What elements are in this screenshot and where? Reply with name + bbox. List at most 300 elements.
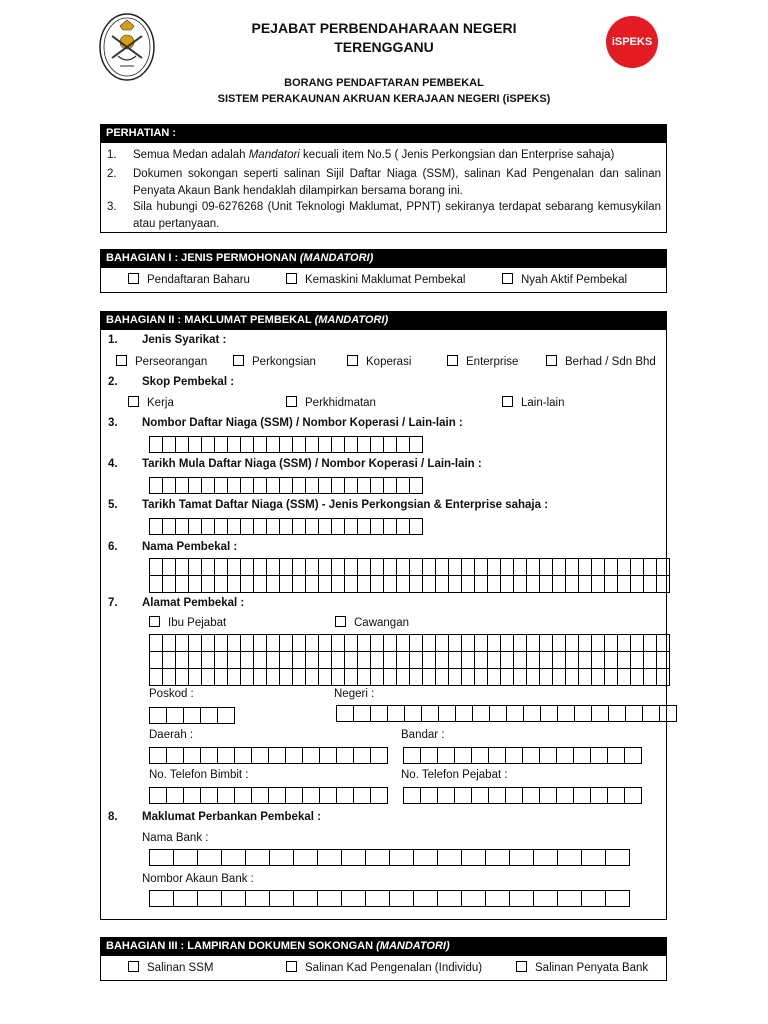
input-cell[interactable] (227, 436, 241, 453)
input-cell[interactable] (578, 668, 592, 686)
input-cell[interactable] (353, 787, 371, 804)
input-cell[interactable] (357, 651, 371, 669)
input-cell[interactable] (344, 651, 358, 669)
input-cell[interactable] (403, 787, 421, 804)
input-cell[interactable] (422, 651, 436, 669)
input-cell[interactable] (317, 849, 342, 866)
input-cell[interactable] (656, 634, 670, 652)
input-cell[interactable] (227, 634, 241, 652)
input-cell[interactable] (357, 558, 371, 576)
input-cell[interactable] (409, 477, 423, 494)
input-cell[interactable] (221, 849, 246, 866)
input-cell[interactable] (319, 747, 337, 764)
input-cell[interactable] (201, 575, 215, 593)
input-cell[interactable] (409, 634, 423, 652)
input-cell[interactable] (175, 634, 189, 652)
input-cell[interactable] (513, 634, 527, 652)
input-cell[interactable] (409, 436, 423, 453)
input-cell[interactable] (253, 436, 267, 453)
input-cell[interactable] (461, 575, 475, 593)
input-cell[interactable] (305, 634, 319, 652)
input-cell[interactable] (266, 668, 280, 686)
option-kerja[interactable]: Kerja (128, 396, 174, 409)
input-cell[interactable] (608, 705, 626, 722)
input-cell[interactable] (624, 787, 642, 804)
input-cell[interactable] (253, 558, 267, 576)
tel-pejabat-cells[interactable] (403, 787, 641, 804)
input-cell[interactable] (253, 651, 267, 669)
input-cell[interactable] (461, 651, 475, 669)
input-cell[interactable] (201, 668, 215, 686)
input-cell[interactable] (221, 890, 246, 907)
input-cell[interactable] (448, 634, 462, 652)
input-cell[interactable] (197, 849, 222, 866)
input-cell[interactable] (217, 787, 235, 804)
input-cell[interactable] (240, 558, 254, 576)
input-cell[interactable] (643, 634, 657, 652)
input-cell[interactable] (214, 518, 228, 535)
input-cell[interactable] (617, 575, 631, 593)
input-cell[interactable] (513, 668, 527, 686)
input-cell[interactable] (188, 436, 202, 453)
input-cell[interactable] (292, 575, 306, 593)
input-cell[interactable] (607, 787, 625, 804)
input-cell[interactable] (396, 558, 410, 576)
input-cell[interactable] (162, 558, 176, 576)
input-cell[interactable] (539, 558, 553, 576)
input-cell[interactable] (336, 787, 354, 804)
input-cell[interactable] (617, 558, 631, 576)
input-cell[interactable] (617, 668, 631, 686)
input-cell[interactable] (461, 890, 486, 907)
input-cell[interactable] (200, 747, 218, 764)
input-cell[interactable] (522, 787, 540, 804)
input-cell[interactable] (357, 436, 371, 453)
input-cell[interactable] (370, 477, 384, 494)
option-lain-lain[interactable]: Lain-lain (502, 396, 564, 409)
input-cell[interactable] (214, 651, 228, 669)
input-cell[interactable] (302, 747, 320, 764)
input-cell[interactable] (513, 651, 527, 669)
input-cell[interactable] (370, 558, 384, 576)
input-cell[interactable] (607, 747, 625, 764)
option-ibu-pejabat[interactable]: Ibu Pejabat (149, 616, 226, 629)
input-cell[interactable] (318, 518, 332, 535)
nama-bank-cells[interactable] (149, 849, 629, 866)
input-cell[interactable] (438, 705, 456, 722)
nombor-daftar-cells[interactable] (149, 436, 422, 453)
checkbox[interactable] (128, 273, 139, 284)
input-cell[interactable] (435, 634, 449, 652)
daerah-cells[interactable] (149, 747, 387, 764)
input-cell[interactable] (513, 558, 527, 576)
input-cell[interactable] (435, 668, 449, 686)
input-cell[interactable] (175, 436, 189, 453)
input-cell[interactable] (214, 477, 228, 494)
tarikh-mula-cells[interactable] (149, 477, 422, 494)
input-cell[interactable] (421, 705, 439, 722)
input-cell[interactable] (509, 849, 534, 866)
input-cell[interactable] (573, 787, 591, 804)
option-perseorangan[interactable]: Perseorangan (116, 355, 207, 368)
input-cell[interactable] (331, 436, 345, 453)
input-cell[interactable] (285, 787, 303, 804)
input-cell[interactable] (253, 518, 267, 535)
input-cell[interactable] (266, 558, 280, 576)
input-cell[interactable] (188, 651, 202, 669)
input-cell[interactable] (409, 518, 423, 535)
input-cell[interactable] (344, 668, 358, 686)
input-cell[interactable] (214, 558, 228, 576)
input-cell[interactable] (591, 668, 605, 686)
input-cell[interactable] (370, 747, 388, 764)
input-cell[interactable] (403, 747, 421, 764)
input-cell[interactable] (396, 668, 410, 686)
input-cell[interactable] (188, 518, 202, 535)
input-cell[interactable] (500, 634, 514, 652)
input-cell[interactable] (435, 575, 449, 593)
input-cell[interactable] (344, 436, 358, 453)
input-cell[interactable] (292, 668, 306, 686)
input-cell[interactable] (149, 747, 167, 764)
input-cell[interactable] (162, 477, 176, 494)
input-cell[interactable] (437, 849, 462, 866)
input-cell[interactable] (240, 575, 254, 593)
input-cell[interactable] (526, 575, 540, 593)
input-cell[interactable] (383, 558, 397, 576)
input-cell[interactable] (188, 575, 202, 593)
input-cell[interactable] (201, 651, 215, 669)
input-cell[interactable] (539, 747, 557, 764)
input-cell[interactable] (454, 747, 472, 764)
akaun-cells[interactable] (149, 890, 629, 907)
input-cell[interactable] (336, 705, 354, 722)
input-cell[interactable] (149, 890, 174, 907)
input-cell[interactable] (409, 575, 423, 593)
input-cell[interactable] (448, 651, 462, 669)
input-cell[interactable] (488, 787, 506, 804)
input-cell[interactable] (201, 558, 215, 576)
input-cell[interactable] (266, 634, 280, 652)
input-cell[interactable] (175, 518, 189, 535)
input-cell[interactable] (149, 436, 163, 453)
input-cell[interactable] (396, 651, 410, 669)
input-cell[interactable] (565, 668, 579, 686)
input-cell[interactable] (331, 651, 345, 669)
input-cell[interactable] (149, 518, 163, 535)
input-cell[interactable] (318, 477, 332, 494)
input-cell[interactable] (240, 634, 254, 652)
input-cell[interactable] (420, 747, 438, 764)
input-cell[interactable] (302, 787, 320, 804)
tel-bimbit-cells[interactable] (149, 787, 387, 804)
input-cell[interactable] (643, 668, 657, 686)
input-cell[interactable] (370, 705, 388, 722)
alamat-grid[interactable] (149, 634, 669, 685)
input-cell[interactable] (175, 558, 189, 576)
input-cell[interactable] (642, 705, 660, 722)
input-cell[interactable] (251, 747, 269, 764)
poskod-cells[interactable] (149, 707, 234, 724)
input-cell[interactable] (370, 651, 384, 669)
option-nyah-aktif[interactable]: Nyah Aktif Pembekal (502, 273, 627, 286)
input-cell[interactable] (370, 518, 384, 535)
input-cell[interactable] (552, 575, 566, 593)
input-cell[interactable] (251, 787, 269, 804)
input-cell[interactable] (461, 668, 475, 686)
input-cell[interactable] (279, 668, 293, 686)
input-cell[interactable] (279, 651, 293, 669)
input-cell[interactable] (217, 747, 235, 764)
input-cell[interactable] (605, 890, 630, 907)
input-cell[interactable] (344, 575, 358, 593)
input-cell[interactable] (485, 890, 510, 907)
input-cell[interactable] (565, 634, 579, 652)
input-cell[interactable] (201, 518, 215, 535)
input-cell[interactable] (279, 558, 293, 576)
input-cell[interactable] (500, 558, 514, 576)
input-cell[interactable] (370, 436, 384, 453)
input-cell[interactable] (409, 558, 423, 576)
input-cell[interactable] (422, 634, 436, 652)
input-cell[interactable] (357, 477, 371, 494)
input-cell[interactable] (461, 558, 475, 576)
input-cell[interactable] (370, 668, 384, 686)
input-cell[interactable] (305, 477, 319, 494)
input-cell[interactable] (353, 747, 371, 764)
input-cell[interactable] (487, 651, 501, 669)
input-cell[interactable] (305, 518, 319, 535)
input-cell[interactable] (488, 747, 506, 764)
input-cell[interactable] (474, 558, 488, 576)
input-cell[interactable] (188, 668, 202, 686)
input-cell[interactable] (630, 668, 644, 686)
input-cell[interactable] (539, 668, 553, 686)
input-cell[interactable] (539, 575, 553, 593)
input-cell[interactable] (500, 575, 514, 593)
input-cell[interactable] (279, 518, 293, 535)
input-cell[interactable] (370, 787, 388, 804)
input-cell[interactable] (318, 575, 332, 593)
input-cell[interactable] (201, 477, 215, 494)
input-cell[interactable] (526, 651, 540, 669)
input-cell[interactable] (149, 558, 163, 576)
option-enterprise[interactable]: Enterprise (447, 355, 518, 368)
input-cell[interactable] (183, 747, 201, 764)
input-cell[interactable] (617, 651, 631, 669)
input-cell[interactable] (383, 651, 397, 669)
input-cell[interactable] (472, 705, 490, 722)
input-cell[interactable] (240, 477, 254, 494)
input-cell[interactable] (292, 436, 306, 453)
input-cell[interactable] (331, 668, 345, 686)
input-cell[interactable] (389, 890, 414, 907)
input-cell[interactable] (183, 707, 201, 724)
input-cell[interactable] (253, 634, 267, 652)
input-cell[interactable] (552, 558, 566, 576)
input-cell[interactable] (659, 705, 677, 722)
option-cawangan[interactable]: Cawangan (335, 616, 409, 629)
input-cell[interactable] (413, 849, 438, 866)
input-cell[interactable] (240, 436, 254, 453)
input-cell[interactable] (266, 518, 280, 535)
input-cell[interactable] (552, 668, 566, 686)
input-cell[interactable] (383, 477, 397, 494)
input-cell[interactable] (285, 747, 303, 764)
input-cell[interactable] (227, 477, 241, 494)
input-cell[interactable] (318, 668, 332, 686)
input-cell[interactable] (591, 558, 605, 576)
input-cell[interactable] (365, 849, 390, 866)
input-cell[interactable] (513, 575, 527, 593)
nama-pembekal-grid[interactable] (149, 558, 669, 592)
input-cell[interactable] (240, 518, 254, 535)
input-cell[interactable] (293, 890, 318, 907)
input-cell[interactable] (279, 575, 293, 593)
input-cell[interactable] (533, 890, 558, 907)
input-cell[interactable] (578, 575, 592, 593)
input-cell[interactable] (357, 634, 371, 652)
input-cell[interactable] (485, 849, 510, 866)
input-cell[interactable] (500, 651, 514, 669)
input-cell[interactable] (292, 558, 306, 576)
input-cell[interactable] (552, 651, 566, 669)
checkbox[interactable] (286, 273, 297, 284)
input-cell[interactable] (344, 477, 358, 494)
input-cell[interactable] (437, 890, 462, 907)
input-cell[interactable] (166, 747, 184, 764)
input-cell[interactable] (341, 849, 366, 866)
input-cell[interactable] (245, 849, 270, 866)
input-cell[interactable] (590, 747, 608, 764)
input-cell[interactable] (227, 575, 241, 593)
input-cell[interactable] (214, 634, 228, 652)
option-kemaskini[interactable]: Kemaskini Maklumat Pembekal (286, 273, 465, 286)
input-cell[interactable] (292, 477, 306, 494)
input-cell[interactable] (197, 890, 222, 907)
input-cell[interactable] (404, 705, 422, 722)
input-cell[interactable] (573, 747, 591, 764)
input-cell[interactable] (292, 634, 306, 652)
input-cell[interactable] (533, 849, 558, 866)
input-cell[interactable] (149, 477, 163, 494)
input-cell[interactable] (448, 575, 462, 593)
input-cell[interactable] (269, 890, 294, 907)
input-cell[interactable] (331, 575, 345, 593)
input-cell[interactable] (624, 747, 642, 764)
input-cell[interactable] (643, 651, 657, 669)
input-cell[interactable] (214, 668, 228, 686)
input-cell[interactable] (396, 477, 410, 494)
option-pendaftaran-baharu[interactable]: Pendaftaran Baharu (128, 273, 250, 286)
input-cell[interactable] (253, 575, 267, 593)
input-cell[interactable] (357, 668, 371, 686)
input-cell[interactable] (266, 436, 280, 453)
negeri-cells[interactable] (336, 705, 676, 722)
input-cell[interactable] (365, 890, 390, 907)
input-cell[interactable] (471, 787, 489, 804)
input-cell[interactable] (200, 787, 218, 804)
input-cell[interactable] (591, 651, 605, 669)
input-cell[interactable] (318, 634, 332, 652)
input-cell[interactable] (149, 849, 174, 866)
bandar-cells[interactable] (403, 747, 641, 764)
input-cell[interactable] (149, 651, 163, 669)
input-cell[interactable] (539, 634, 553, 652)
input-cell[interactable] (305, 558, 319, 576)
input-cell[interactable] (162, 651, 176, 669)
input-cell[interactable] (253, 668, 267, 686)
input-cell[interactable] (526, 634, 540, 652)
input-cell[interactable] (318, 651, 332, 669)
input-cell[interactable] (578, 558, 592, 576)
input-cell[interactable] (389, 849, 414, 866)
input-cell[interactable] (630, 558, 644, 576)
input-cell[interactable] (217, 707, 235, 724)
input-cell[interactable] (175, 575, 189, 593)
input-cell[interactable] (279, 436, 293, 453)
input-cell[interactable] (214, 575, 228, 593)
input-cell[interactable] (396, 518, 410, 535)
input-cell[interactable] (506, 705, 524, 722)
input-cell[interactable] (240, 668, 254, 686)
input-cell[interactable] (240, 651, 254, 669)
input-cell[interactable] (279, 634, 293, 652)
input-cell[interactable] (166, 707, 184, 724)
input-cell[interactable] (383, 518, 397, 535)
input-cell[interactable] (630, 651, 644, 669)
input-cell[interactable] (487, 558, 501, 576)
input-cell[interactable] (370, 575, 384, 593)
input-cell[interactable] (435, 651, 449, 669)
input-cell[interactable] (437, 787, 455, 804)
input-cell[interactable] (471, 747, 489, 764)
option-salinan-kad[interactable]: Salinan Kad Pengenalan (Individu) (286, 961, 482, 974)
input-cell[interactable] (305, 575, 319, 593)
input-cell[interactable] (201, 634, 215, 652)
input-cell[interactable] (422, 558, 436, 576)
input-cell[interactable] (461, 849, 486, 866)
input-cell[interactable] (437, 747, 455, 764)
input-cell[interactable] (522, 747, 540, 764)
input-cell[interactable] (149, 668, 163, 686)
input-cell[interactable] (474, 634, 488, 652)
input-cell[interactable] (455, 705, 473, 722)
input-cell[interactable] (305, 668, 319, 686)
input-cell[interactable] (266, 575, 280, 593)
input-cell[interactable] (175, 668, 189, 686)
input-cell[interactable] (183, 787, 201, 804)
input-cell[interactable] (454, 787, 472, 804)
input-cell[interactable] (409, 668, 423, 686)
input-cell[interactable] (526, 558, 540, 576)
input-cell[interactable] (331, 518, 345, 535)
input-cell[interactable] (617, 634, 631, 652)
input-cell[interactable] (341, 890, 366, 907)
input-cell[interactable] (413, 890, 438, 907)
input-cell[interactable] (643, 558, 657, 576)
input-cell[interactable] (200, 707, 218, 724)
input-cell[interactable] (293, 849, 318, 866)
input-cell[interactable] (420, 787, 438, 804)
input-cell[interactable] (396, 575, 410, 593)
input-cell[interactable] (590, 787, 608, 804)
input-cell[interactable] (344, 558, 358, 576)
input-cell[interactable] (173, 849, 198, 866)
input-cell[interactable] (344, 634, 358, 652)
input-cell[interactable] (539, 787, 557, 804)
input-cell[interactable] (574, 705, 592, 722)
